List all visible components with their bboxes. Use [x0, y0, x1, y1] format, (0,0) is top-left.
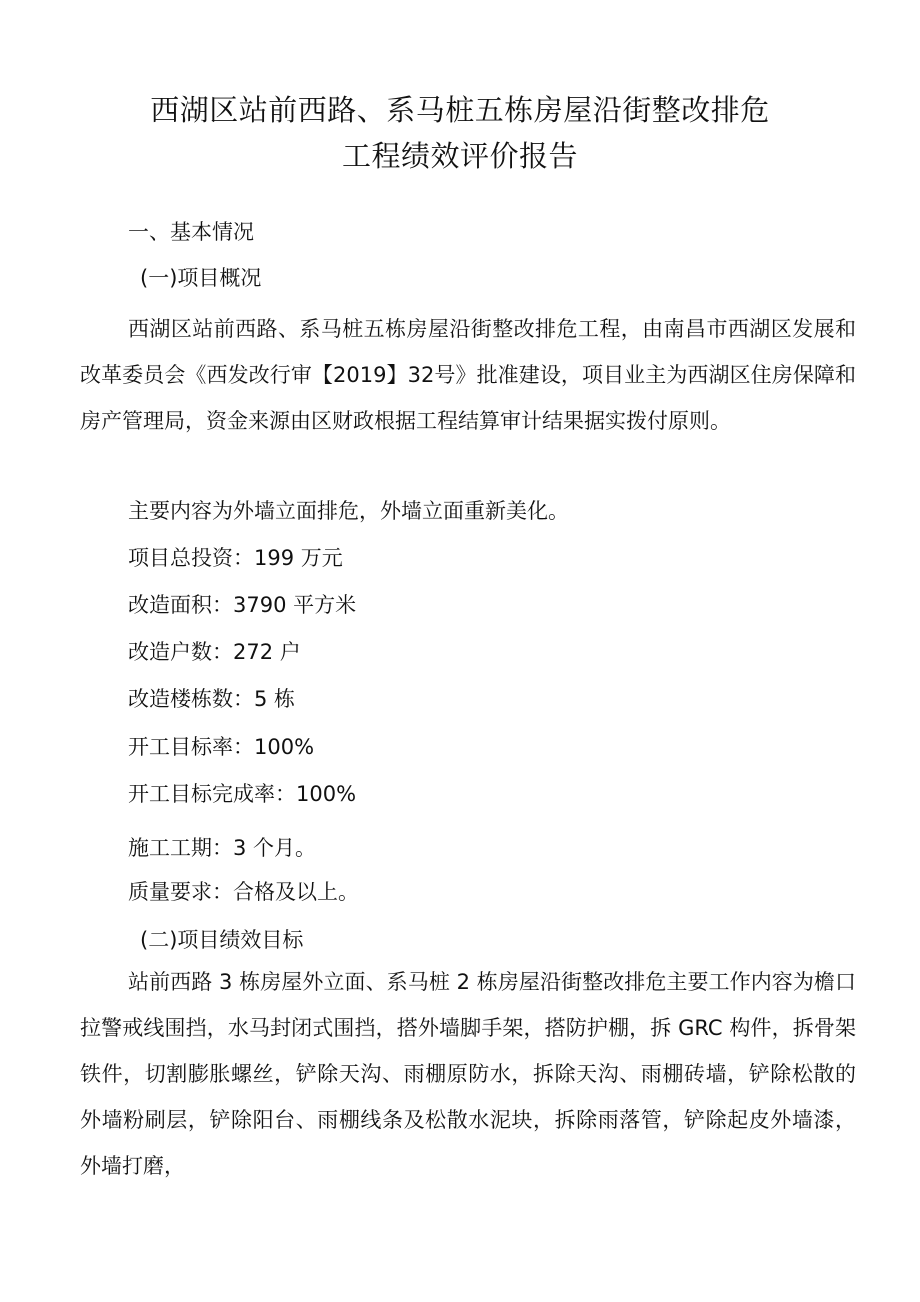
performance-goals-paragraph: 站前西路 3 栋房屋外立面、系马桩 2 栋房屋沿街整改排危主要工作内容为檐口拉警戒线围挡，水马封闭式围挡，搭外墙脚手架，搭防护棚，拆 GRC 构件，拆骨架铁件，切割膨胀螺丝，铲除天沟、雨棚原防水，拆除天沟、雨棚砖墙，铲除松散的外墙粉刷层，铲除阳台、雨棚线条及松散水泥块，拆除雨落管，铲除起皮外墙漆，外墙打磨， — [80, 970, 856, 1178]
subsection-heading-project-overview: (一)项目概况 — [140, 266, 262, 290]
renovation-area-line: 改造面积：3790 平方米 — [128, 593, 357, 617]
construction-period-line: 施工工期：3 个月。 — [128, 836, 317, 860]
project-overview-paragraph: 西湖区站前西路、系马桩五栋房屋沿街整改排危工程，由南昌市西湖区发展和改革委员会《西发改行审【2019】32号》批准建设，项目业主为西湖区住房保障和房产管理局，资金来源由区财政根据工程结算审计结果据实拨付原则。 — [80, 317, 856, 433]
renovation-households-line: 改造户数：272 户 — [128, 640, 301, 664]
document-title-line-1: 西湖区站前西路、系马桩五栋房屋沿街整改排危 — [150, 93, 770, 127]
start-target-rate-line: 开工目标率：100% — [128, 735, 315, 759]
quality-requirement-line: 质量要求：合格及以上。 — [128, 880, 359, 904]
section-heading-basic-info: 一、基本情况 — [128, 220, 254, 244]
document-title-line-2: 工程绩效评价报告 — [341, 139, 578, 173]
main-content-line: 主要内容为外墙立面排危，外墙立面重新美化。 — [128, 499, 569, 523]
start-target-completion-rate-line: 开工目标完成率：100% — [128, 782, 357, 806]
renovation-buildings-line: 改造楼栋数：5 栋 — [128, 687, 296, 711]
total-investment-line: 项目总投资：199 万元 — [128, 546, 343, 570]
subsection-heading-performance-goals: (二)项目绩效目标 — [140, 928, 304, 952]
